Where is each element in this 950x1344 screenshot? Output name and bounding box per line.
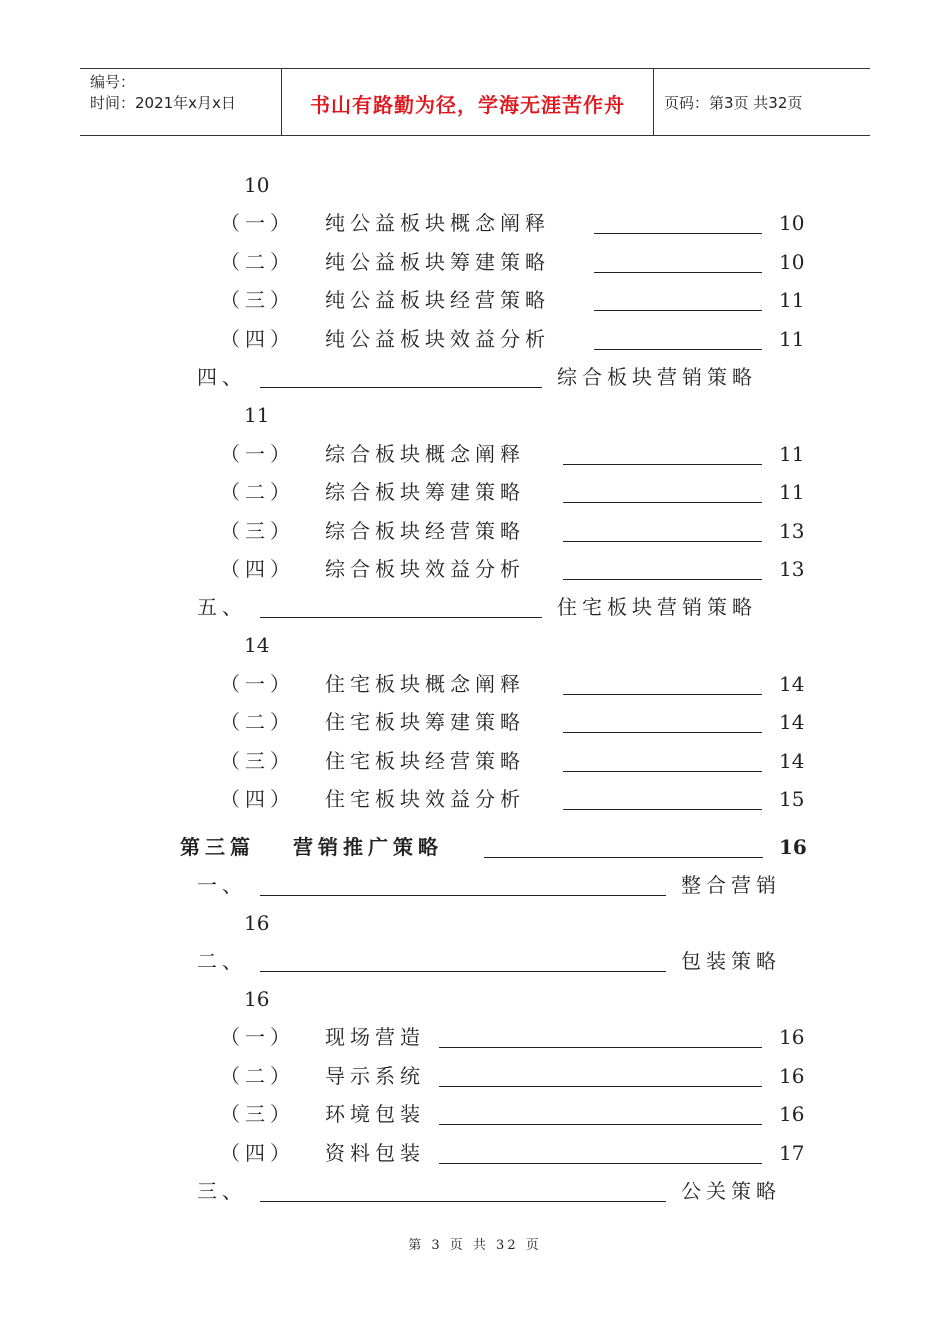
toc-entry[interactable] [0, 870, 950, 900]
toc-entry-title: 综合板块营销策略 [557, 365, 757, 389]
toc-entry-title: 公关策略 [681, 1179, 781, 1203]
toc-entry[interactable] [0, 285, 950, 315]
toc-entry-label: （四） [220, 787, 295, 811]
toc-entry-title: 住宅板块效益分析 [325, 787, 525, 811]
toc-entry[interactable] [0, 439, 950, 469]
toc-entry-page: 16 [779, 1025, 805, 1049]
toc-entry-title: 综合板块经营策略 [325, 519, 525, 543]
toc-entry-title: 导示系统 [325, 1064, 425, 1088]
toc-entry-title: 综合板块概念阐释 [325, 442, 525, 466]
toc-entry-title: 住宅板块筹建策略 [325, 710, 525, 734]
toc-leader-line [260, 971, 666, 972]
toc-entry-label: （一） [220, 1025, 295, 1049]
toc-entry-page: 10 [244, 173, 270, 197]
toc-entry-page: 16 [779, 1064, 805, 1088]
toc-entry-title: 资料包装 [325, 1141, 425, 1165]
toc-leader-line [439, 1086, 762, 1087]
toc-entry[interactable] [0, 247, 950, 277]
document-time-label: 时间：2021年x月x日 [90, 94, 236, 112]
toc-entry-label: 三、 [197, 1179, 247, 1203]
toc-entry-label: （四） [220, 557, 295, 581]
toc-leader-line [594, 310, 762, 311]
toc-entry-label: 四、 [197, 365, 247, 389]
toc-entry[interactable] [0, 669, 950, 699]
toc-leader-line [563, 809, 762, 810]
toc-entry[interactable] [0, 208, 950, 238]
header-meta [80, 69, 282, 135]
toc-entry-label: （二） [220, 480, 295, 504]
toc-leader-line [563, 732, 762, 733]
toc-leader-line [594, 233, 762, 234]
toc-entry-label: （四） [220, 327, 295, 351]
toc-entry-page: 15 [779, 787, 805, 811]
toc-entry-page: 16 [244, 911, 270, 935]
toc-entry-page: 10 [779, 211, 805, 235]
toc-entry[interactable] [0, 1061, 950, 1091]
toc-entry-title: 包装策略 [681, 949, 781, 973]
toc-leader-line [439, 1124, 762, 1125]
toc-entry-label: 五、 [197, 595, 247, 619]
header-page-info: 页码：第3页 共32页 [664, 93, 803, 112]
toc-leader-line [563, 464, 762, 465]
toc-entry[interactable] [0, 1099, 950, 1129]
toc-entry-label: （一） [220, 211, 295, 235]
toc-entry[interactable] [0, 477, 950, 507]
toc-leader-line [260, 1201, 666, 1202]
toc-entry-page: 10 [779, 250, 805, 274]
toc-entry-title: 综合板块筹建策略 [325, 480, 525, 504]
toc-entry-title: 住宅板块营销策略 [557, 595, 757, 619]
toc-entry[interactable] [0, 984, 950, 1014]
toc-leader-line [260, 387, 542, 388]
toc-entry-label: （三） [220, 1102, 295, 1126]
toc-part-label: 第三篇 [180, 835, 255, 859]
toc-entry-label: 二、 [197, 949, 247, 973]
toc-entry-title: 综合板块效益分析 [325, 557, 525, 581]
page-footer: 第 3 页 共 32 页 [408, 1238, 542, 1253]
toc-entry-page: 14 [244, 633, 270, 657]
toc-leader-line [563, 694, 762, 695]
toc-leader-line [563, 541, 762, 542]
toc-entry-page: 16 [244, 987, 270, 1011]
toc-entry-title: 现场营造 [325, 1025, 425, 1049]
page-header [80, 68, 870, 136]
toc-leader-line [563, 771, 762, 772]
toc-entry[interactable] [0, 516, 950, 546]
toc-entry-title: 纯公益板块效益分析 [325, 327, 550, 351]
toc-entry-label: 一、 [197, 873, 247, 897]
toc-entry-title: 营销推广策略 [293, 835, 443, 859]
toc-leader-line [484, 857, 763, 858]
toc-entry[interactable] [0, 1138, 950, 1168]
toc-entry-label: （一） [220, 442, 295, 466]
document-number-label: 编号： [90, 73, 136, 91]
toc-entry-label: （三） [220, 519, 295, 543]
toc-entry-label: （二） [220, 1064, 295, 1088]
toc-entry[interactable] [0, 908, 950, 938]
toc-entry-page: 11 [779, 288, 805, 312]
toc-entry-label: （一） [220, 672, 295, 696]
toc-entry[interactable] [0, 170, 950, 200]
toc-leader-line [563, 579, 762, 580]
toc-entry-page: 16 [779, 1102, 805, 1126]
toc-leader-line [439, 1047, 762, 1048]
toc-entry[interactable] [0, 630, 950, 660]
toc-entry-label: （四） [220, 1141, 295, 1165]
toc-entry-page: 11 [779, 480, 805, 504]
toc-entry-page: 13 [779, 557, 805, 581]
toc-entry-title: 整合营销 [681, 873, 781, 897]
toc-entry-title: 纯公益板块经营策略 [325, 288, 550, 312]
toc-entry-page: 14 [779, 710, 805, 734]
toc-entry-page: 13 [779, 519, 805, 543]
toc-entry-label: （三） [220, 749, 295, 773]
toc-leader-line [594, 349, 762, 350]
toc-entry[interactable] [0, 400, 950, 430]
toc-entry[interactable] [0, 832, 950, 862]
toc-entry[interactable] [0, 784, 950, 814]
toc-entry-title: 住宅板块概念阐释 [325, 672, 525, 696]
toc-entry-page: 16 [779, 835, 807, 859]
toc-entry[interactable] [0, 554, 950, 584]
toc-entry[interactable] [0, 362, 950, 392]
toc-entry[interactable] [0, 1176, 950, 1206]
toc-entry-page: 11 [779, 327, 805, 351]
toc-leader-line [260, 617, 542, 618]
toc-entry-label: （三） [220, 288, 295, 312]
toc-entry[interactable] [0, 946, 950, 976]
toc-entry[interactable] [0, 1022, 950, 1052]
toc-entry-label: （二） [220, 710, 295, 734]
toc-entry-label: （二） [220, 250, 295, 274]
toc-entry-page: 14 [779, 672, 805, 696]
toc-leader-line [439, 1163, 762, 1164]
toc-leader-line [260, 895, 666, 896]
toc-entry-title: 纯公益板块筹建策略 [325, 250, 550, 274]
toc-entry[interactable] [0, 592, 950, 622]
toc-entry-title: 住宅板块经营策略 [325, 749, 525, 773]
toc-leader-line [594, 272, 762, 273]
toc-entry[interactable] [0, 707, 950, 737]
toc-entry-page: 17 [779, 1141, 805, 1165]
toc-leader-line [563, 502, 762, 503]
toc-entry-page: 14 [779, 749, 805, 773]
toc-entry[interactable] [0, 746, 950, 776]
header-motto: 书山有路勤为径，学海无涯苦作舟 [282, 69, 654, 135]
toc-entry[interactable] [0, 324, 950, 354]
toc-entry-page: 11 [244, 403, 270, 427]
toc-entry-title: 纯公益板块概念阐释 [325, 211, 550, 235]
toc-entry-title: 环境包装 [325, 1102, 425, 1126]
toc-entry-page: 11 [779, 442, 805, 466]
